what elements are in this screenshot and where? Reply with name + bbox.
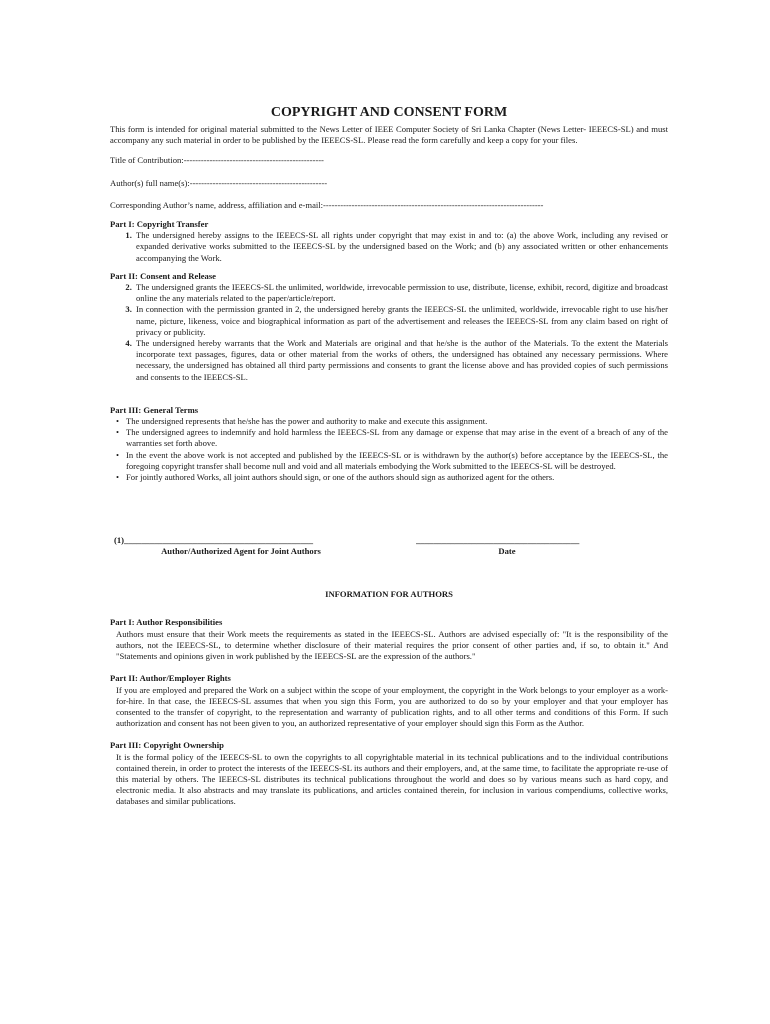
- author-signature-line[interactable]: (1)____________________________________________: [114, 535, 314, 546]
- date-line[interactable]: ______________________________________: [416, 535, 580, 546]
- part1-heading: Part I: Copyright Transfer: [110, 219, 209, 230]
- part3-item: • The undersigned represents that he/she has the power and authority to make and execute this assignment.: [126, 416, 668, 427]
- author-signature[interactable]: [114, 535, 368, 557]
- corresponding-author-field[interactable]: Corresponding Author’s name, address, affiliation and e-mail:-----------------------------------------------------------------------------: [110, 199, 544, 210]
- info-section-text: It is the formal policy of the IEEECS-SL to own the copyrights to all copyrightable material in its technical publications and to the individual contributions contained therein, in order to protect the interests of the IEEECS-SL its authors and their employers, and, at the same time, to facilitate the appropriate re-use of this material by others. The IEEECS-SL distributes its technical publications throughout the world and does so by various means such as hard copy, and electronic media. It also abstracts and may translate its publications, and articles contained therein, for inclusion in various compendiums, collective works, databases and similar publications.: [116, 751, 668, 807]
- info-section-text: Authors must ensure that their Work meets the requirements as stated in the IEEECS-SL. Authors are advised especially of: "It is the responsibility of the authors, not the IEEECS-SL, to determine whether disclosure of their material requires the prior consent of other parties and, if so, to obtain it." And "Statements and opinions given in work published by the IEEECS-SL are the expression of the authors.": [116, 628, 668, 662]
- info-section-heading: Part I: Author Responsibilities: [110, 617, 223, 628]
- part3-item: • For jointly authored Works, all joint authors should sign, or one of the authors should sign as authorized agent for the others.: [126, 472, 668, 483]
- part3-list: [110, 416, 668, 483]
- page-title: COPYRIGHT AND CONSENT FORM: [270, 105, 508, 120]
- authors-full-names-field[interactable]: Author(s) full name(s):------------------------------------------------: [110, 177, 328, 188]
- part2-item-3: 3. In connection with the permission granted in 2, the undersigned hereby grants the IEEECS-SL the unlimited, worldwide, irrevocable right to use his/her name, picture, likeness, voice and biographical information as part of the advertisement and releases the IEEECS-SL from any claim based on right of privacy or publicity.: [134, 304, 668, 338]
- part2-heading: Part II: Consent and Release: [110, 270, 216, 281]
- date-signature[interactable]: [416, 535, 598, 557]
- info-section-heading: Part III: Copyright Ownership: [110, 740, 224, 751]
- title-of-contribution-field[interactable]: Title of Contribution:-------------------------------------------------: [110, 155, 324, 166]
- part2-item-4: 4. The undersigned hereby warrants that the Work and Materials are original and that he/she is the author of the Materials. To the extent the Materials incorporate text passages, figures, data or other material from the works of others, the undersigned has obtained any necessary permissions. Where necessary, the undersigned has obtained all third party permissions and consents to grant the license above and has provided copies of such permissions and consents to the IEEECS-SL.: [134, 338, 668, 383]
- intro-text: This form is intended for original material submitted to the News Letter of IEEE Computer Society of Sri Lanka Chapter (News Letter- IEEECS-SL) and must accompany any such material in order to be published by the IEEECS-SL. Please read the form carefully and keep a copy for your files.: [110, 124, 668, 146]
- part1-list: [110, 230, 668, 264]
- info-section-heading: Part II: Author/Employer Rights: [110, 673, 231, 684]
- info-section-text: If you are employed and prepared the Work on a subject within the scope of your employment, the copyright in the Work belongs to your employer as a work-for-hire. In that case, the IEEECS-SL assumes that when you sign this Form, you are authorized to do so by your employer and that your employer has consented to the transfer of copyright, to the representation and warranty of publication rights, and to all other terms and conditions of this Form. If such authorization and consent has not been given to you, an authorized representative of your employer should sign this Form as the Author.: [116, 684, 668, 729]
- part2-item-2: 2. The undersigned grants the IEEECS-SL the unlimited, worldwide, irrevocable permission to use, distribute, license, exhibit, record, digitize and broadcast online the any materials related to the paper/article/report.: [134, 282, 668, 304]
- part2-list: [110, 282, 668, 383]
- author-signature-label: Author/Authorized Agent for Joint Authors: [161, 546, 321, 557]
- part1-item-1: 1. The undersigned hereby assigns to the IEEECS-SL all rights under copyright that may exist in and to: (a) the above Work, including any revised or expanded derivative works submitted to the IEEECS-SL by the undersigned based on the Work; and (b) any associated written or other enhancements accompanying the Work.: [134, 230, 668, 264]
- form-page: [110, 104, 668, 808]
- date-label: Date: [498, 546, 516, 557]
- info-title: INFORMATION FOR AUTHORS: [325, 589, 453, 600]
- part3-item: • The undersigned agrees to indemnify and hold harmless the IEEECS-SL from any damage or expense that may arise in the event of a breach of any of the warranties set forth above.: [126, 427, 668, 449]
- part3-item: • In the event the above work is not accepted and published by the IEEECS-SL or is withdrawn by the author(s) before acceptance by the IEEECS-SL, the foregoing copyright transfer shall become null and void and all materials embodying the Work submitted to the IEEECS-SL will be destroyed.: [126, 450, 668, 472]
- signature-block: [110, 535, 668, 561]
- part3-heading: Part III: General Terms: [110, 404, 199, 415]
